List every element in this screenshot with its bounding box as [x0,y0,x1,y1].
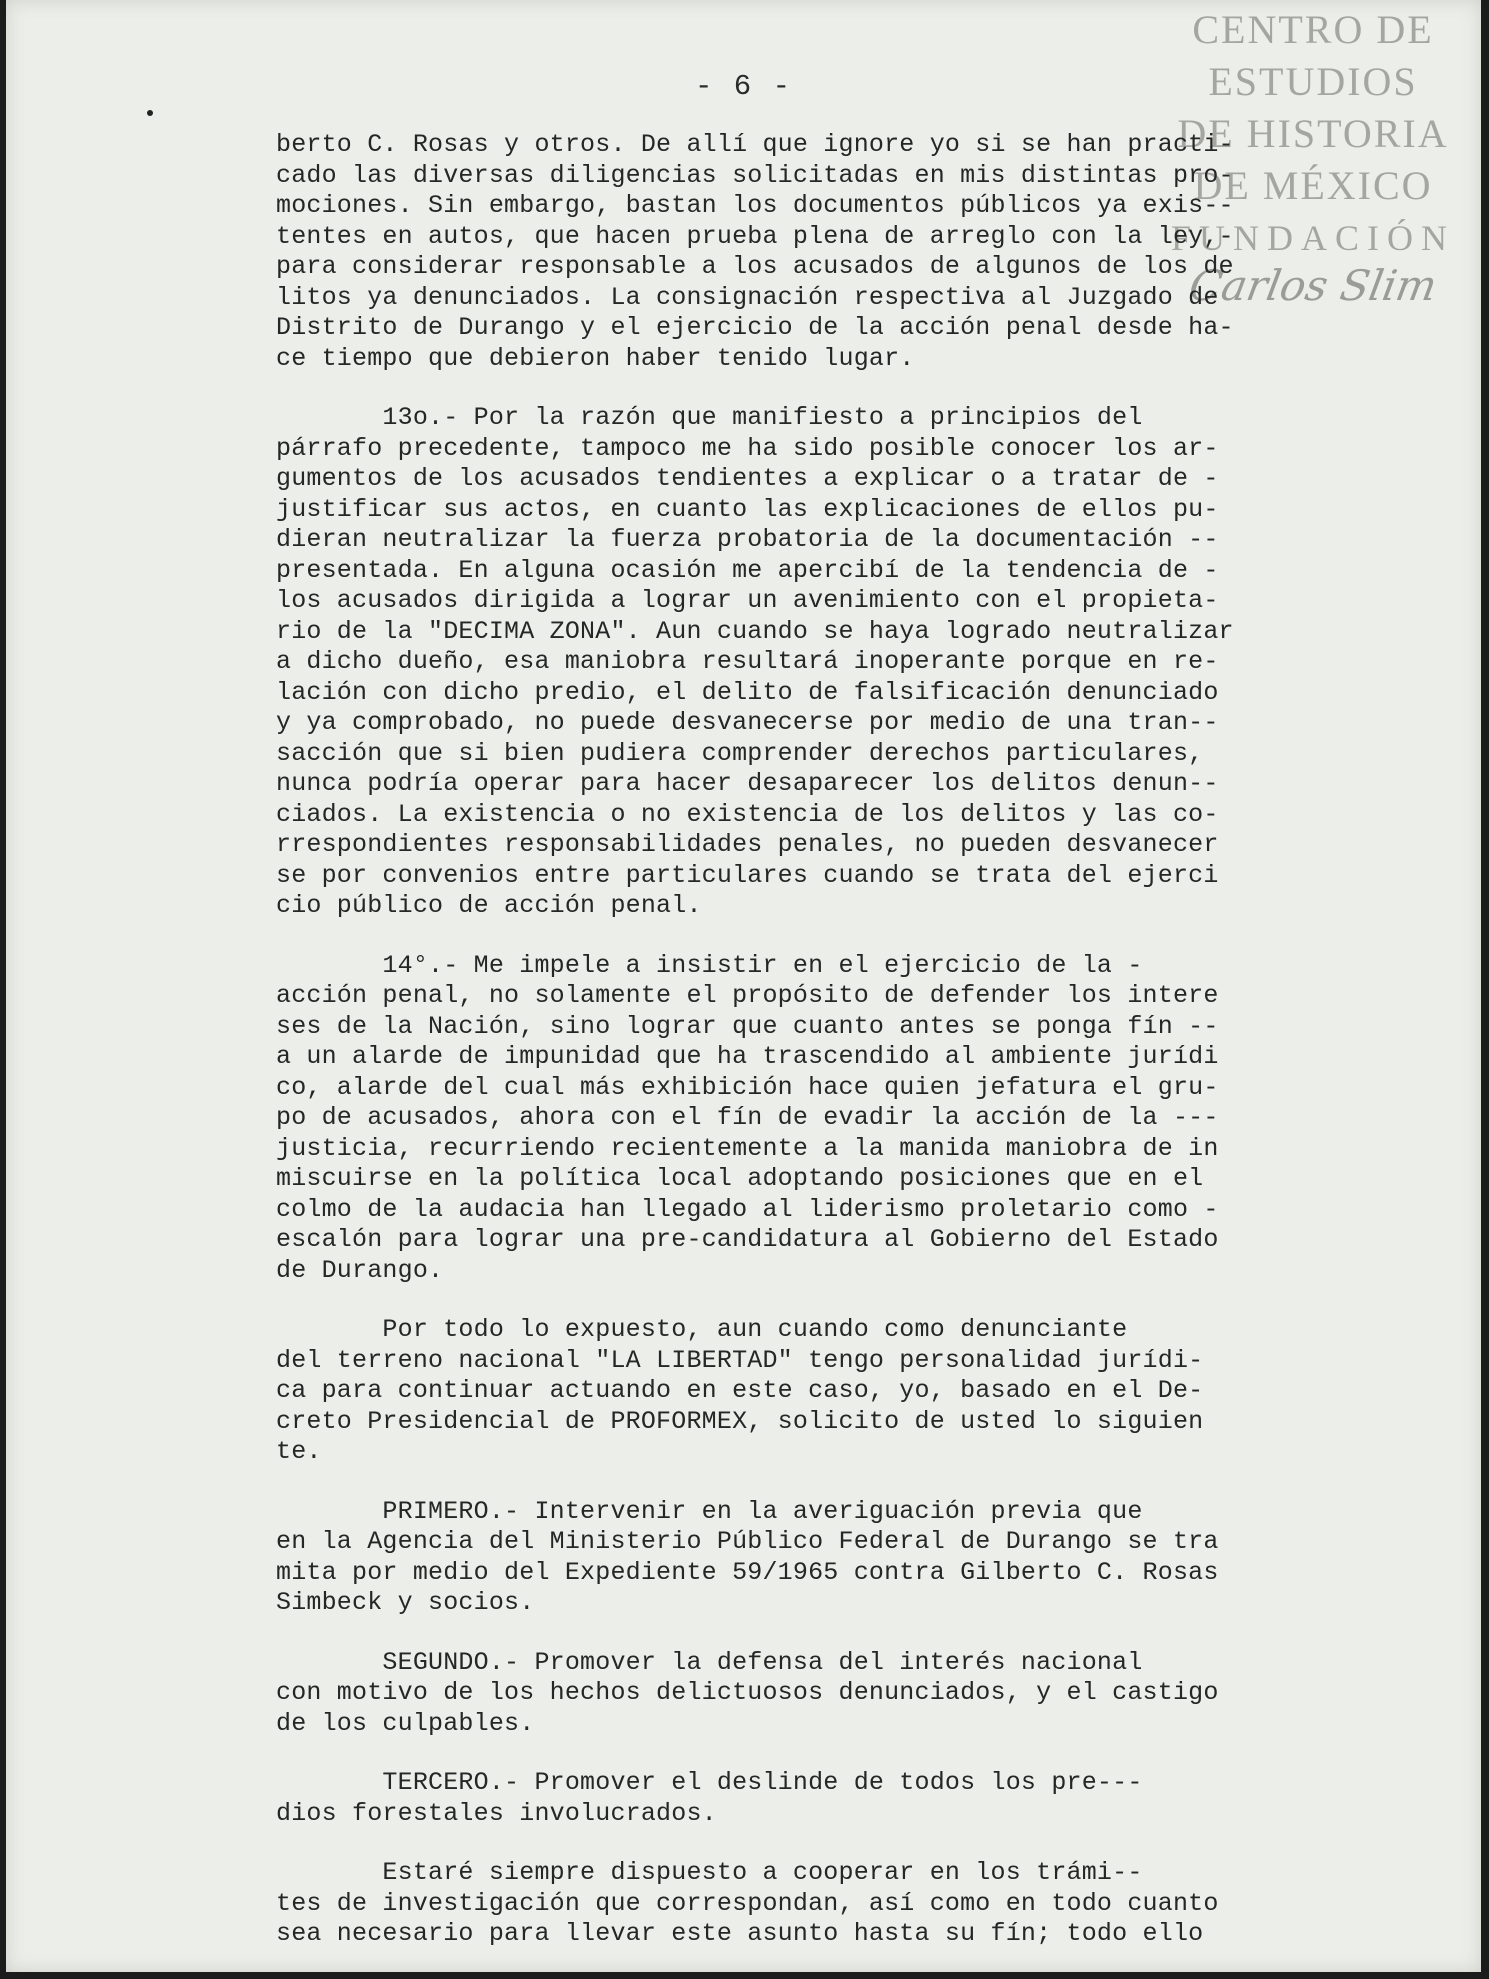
text-line: Estaré siempre dispuesto a cooperar en los trámi-- [276,1858,1143,1887]
text-line: 14°.- Me impele a insistir en el ejercicio de la - [276,950,1143,980]
text-line: cio público de acción penal. [276,891,702,920]
text-line: de los culpables. [276,1708,535,1738]
text-line: po de acusados, ahora con el fín de evadir la acción de la --- [276,1103,1219,1132]
text-line: con motivo de los hechos delictuosos denunciados, y el castigo [276,1678,1219,1707]
text-line: 13o.- Por la razón que manifiesto a principios del [276,403,1143,432]
text-line: cado las diversas diligencias solicitadas en mis distintas pro- [276,160,1234,190]
text-line: gumentos de los acusados tendientes a explicar o a tratar de - [276,464,1219,493]
text-line: tentes en autos, que hacen prueba plena de arreglo con la ley,- [276,221,1234,251]
text-line: del terreno nacional "LA LIBERTAD" tengo personalidad jurídi- [276,1345,1204,1375]
text-line: acción penal, no solamente el propósito de defender los intere [276,981,1219,1010]
watermark-line-4: DE MÉXICO [1193,163,1433,208]
text-line: SEGUNDO.- Promover la defensa del interés nacional [276,1647,1143,1677]
paragraph-14 [276,951,1421,1287]
text-line: Simbeck y socios. [276,1588,535,1617]
paragraph-segundo [276,1648,1421,1740]
text-line: los acusados dirigida a lograr un avenimiento con el propieta- [276,586,1219,615]
text-line: nunca podría operar para hacer desaparecer los delitos denun-- [276,769,1219,798]
typed-body [276,130,1421,1979]
paragraph-continuation [276,130,1421,374]
watermark-line-1: CENTRO DE [1192,7,1434,52]
text-line: párrafo precedente, tampoco me ha sido posible conocer los ar- [276,433,1219,463]
text-line: sea necesario para llevar este asunto hasta su fín; todo ello [276,1919,1204,1948]
text-line: berto C. Rosas y otros. De allí que ignore yo si se han practi- [276,130,1234,159]
text-line: co, alarde del cual más exhibición hace quien jefatura el gru- [276,1072,1219,1102]
text-line: justicia, recurriendo recientemente a la manida maniobra de in [276,1133,1219,1163]
text-line: PRIMERO.- Intervenir en la averiguación previa que [276,1496,1143,1526]
text-line: presentada. En alguna ocasión me apercibí de la tendencia de - [276,555,1219,585]
text-line: te. [276,1437,322,1466]
paragraph-primero [276,1497,1421,1619]
text-line: TERCERO.- Promover el deslinde de todos los pre--- [276,1768,1143,1797]
paragraph-tercero [276,1768,1421,1829]
document-page [6,0,1481,1972]
text-line: de Durango. [276,1255,444,1285]
text-line: ca para continuar actuando en este caso, yo, basado en el De- [276,1376,1204,1405]
text-line: escalón para lograr una pre-candidatura al Gobierno del Estado [276,1225,1219,1254]
text-line: dieran neutralizar la fuerza probatoria de la documentación -- [276,525,1219,554]
text-line: Por todo lo expuesto, aun cuando como denunciante [276,1315,1128,1344]
watermark-line-5: FUNDACIÓN [1170,218,1455,258]
text-line: y ya comprobado, no puede desvanecerse por medio de una tran-- [276,708,1219,737]
text-line: mociones. Sin embargo, bastan los documentos públicos ya exis-- [276,191,1234,220]
text-line: miscuirse en la política local adoptando posiciones que en el [276,1164,1204,1193]
page-number: - 6 - [694,70,792,103]
text-line: ce tiempo que debieron haber tenido lugar. [276,343,915,373]
text-line: tes de investigación que correspondan, así como en todo cuanto [276,1888,1219,1918]
paragraph-closing [276,1858,1421,1950]
text-line: para considerar responsable a los acusados de algunos de los de [276,252,1234,281]
text-line: a dicho dueño, esa maniobra resultará inoperante porque en re- [276,647,1219,676]
text-line: Distrito de Durango y el ejercicio de la acción penal desde ha- [276,313,1234,342]
watermark-line-2: ESTUDIOS [1208,59,1418,104]
watermark-line-3: DE HISTORIA [1177,111,1449,156]
text-line: sacción que si bien pudiera comprender derechos particulares, [276,738,1204,768]
text-line: rio de la "DECIMA ZONA". Aun cuando se haya logrado neutralizar [276,616,1234,646]
text-line: justificar sus actos, en cuanto las explicaciones de ellos pu- [276,494,1219,524]
text-line: dios forestales involucrados. [276,1798,717,1828]
watermark-signature: Carlos Slim [1185,261,1441,310]
text-line: colmo de la audacia han llegado al liderismo proletario como - [276,1194,1219,1224]
text-line: ciados. La existencia o no existencia de los delitos y las co- [276,799,1219,829]
paragraph-summary [276,1315,1421,1468]
text-line: mita por medio del Expediente 59/1965 contra Gilberto C. Rosas [276,1557,1219,1587]
text-line: creto Presidencial de PROFORMEX, solicito de usted lo siguien [276,1406,1204,1436]
text-line: ses de la Nación, sino lograr que cuanto antes se ponga fín -- [276,1011,1219,1041]
text-line: se por convenios entre particulares cuando se trata del ejerci [276,860,1219,890]
text-line: en la Agencia del Ministerio Público Federal de Durango se tra [276,1527,1219,1556]
text-line: litos ya denunciados. La consignación respectiva al Juzgado de [276,282,1219,312]
paragraph-13 [276,403,1421,922]
text-line: rrespondientes responsabilidades penales, no pueden desvanecer [276,830,1219,859]
ink-dot [147,110,153,116]
text-line: a un alarde de impunidad que ha trascendido al ambiente jurídi [276,1042,1219,1071]
text-line: lación con dicho predio, el delito de falsificación denunciado [276,677,1219,707]
